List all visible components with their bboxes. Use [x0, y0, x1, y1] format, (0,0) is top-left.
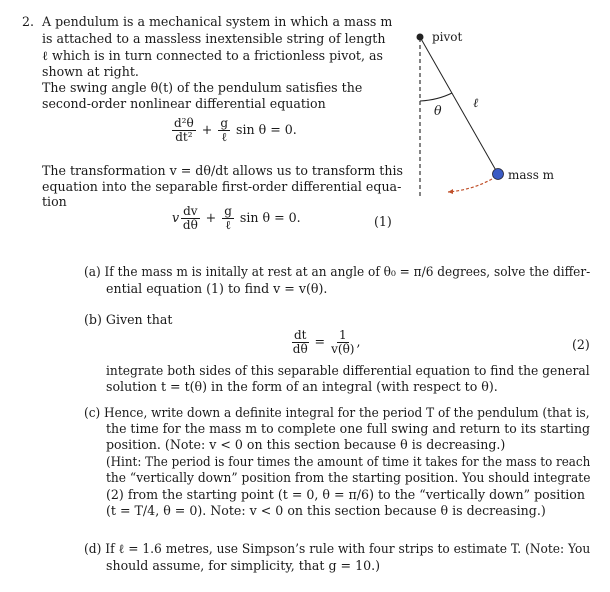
text-line: (Hint: The period is four times the amount of time it takes for the mass to reach [106, 454, 591, 469]
angle-label: θ [434, 103, 442, 118]
comma: , [356, 334, 361, 349]
text-line: A pendulum is a mechanical system in which a mass m [42, 14, 393, 29]
equation-rest: sin θ = 0. [239, 210, 301, 225]
part-b-intro: (b) Given that [84, 312, 173, 327]
fraction-numerator: d²θ [174, 116, 194, 130]
equation-2 [290, 329, 361, 356]
fraction-denominator: dθ [182, 218, 198, 232]
text-line: should assume, for simplicity, that g = 10.) [106, 558, 381, 573]
pendulum-string [420, 37, 498, 174]
text-line: (a) If the mass m is initally at rest at an angle of θ₀ = π/6 degrees, solve the differ- [84, 264, 591, 279]
fraction-denominator: v(θ) [331, 342, 355, 356]
text-line: is attached to a massless inextensible string of length [42, 31, 386, 46]
variable-v: v [172, 210, 180, 225]
text-line: The transformation v = dθ/dt allows us to transform this [42, 163, 403, 178]
text-line: the time for the mass m to complete one full swing and return to its starting [106, 421, 591, 436]
angle-arc [420, 93, 452, 101]
fraction-numerator: g [220, 116, 228, 130]
equation-1 [172, 205, 301, 232]
fraction-denominator: ℓ [221, 130, 228, 144]
equation-label-1: (1) [374, 214, 392, 229]
text-line: ential equation (1) to find v = v(θ). [106, 281, 328, 296]
text-line: position. (Note: v < 0 on this section because θ is decreasing.) [106, 437, 506, 452]
equation-main [170, 117, 297, 144]
fraction-denominator: ℓ [225, 218, 231, 232]
equation-label-2: (2) [572, 337, 590, 352]
fraction-numerator: dt [294, 328, 307, 342]
pivot-label: pivot [432, 30, 463, 44]
fraction-numerator: 1 [338, 328, 347, 342]
mass-bob [493, 169, 504, 180]
text-line: solution t = t(θ) in the form of an integral (with respect to θ). [106, 379, 498, 394]
fraction-denominator: dθ [292, 342, 308, 356]
equals-sign: = [314, 334, 326, 349]
text-line: integrate both sides of this separable differential equation to find the general [106, 363, 590, 378]
text-line: tion [42, 194, 67, 209]
fraction-denominator: dt² [175, 130, 193, 144]
text-line: (t = T/4, θ = 0). Note: v < 0 on this section because θ is decreasing.) [106, 503, 546, 518]
mass-label: mass m [508, 168, 555, 182]
swing-arrow [448, 179, 492, 192]
question-number: 2. [22, 14, 35, 29]
text-line: the “vertically down” position from the starting position. You should integrate [106, 470, 591, 485]
pendulum-diagram [400, 20, 600, 200]
length-label: ℓ [473, 95, 479, 110]
text-line: second-order nonlinear differential equation [42, 96, 326, 111]
text-line: ℓ which is in turn connected to a frictionless pivot, as [42, 48, 383, 63]
text-line: (c) Hence, write down a definite integral for the period T of the pendulum (that is, [84, 405, 590, 420]
fraction-numerator: dv [183, 204, 198, 218]
text-line: (d) If ℓ = 1.6 metres, use Simpson’s rule with four strips to estimate T. (Note: You [84, 541, 591, 556]
plus-sign: + [205, 210, 217, 225]
text-line: shown at right. [42, 64, 139, 79]
text-line: equation into the separable first-order differential equa- [42, 179, 402, 194]
text-line: The swing angle θ(t) of the pendulum satisfies the [42, 80, 363, 95]
text-line: (2) from the starting point (t = 0, θ = π/6) to the “vertically down” position [106, 487, 585, 502]
equation-rest: sin θ = 0. [236, 122, 297, 137]
plus-sign: + [201, 122, 213, 137]
pivot-point [417, 34, 424, 41]
fraction-numerator: g [224, 204, 232, 218]
